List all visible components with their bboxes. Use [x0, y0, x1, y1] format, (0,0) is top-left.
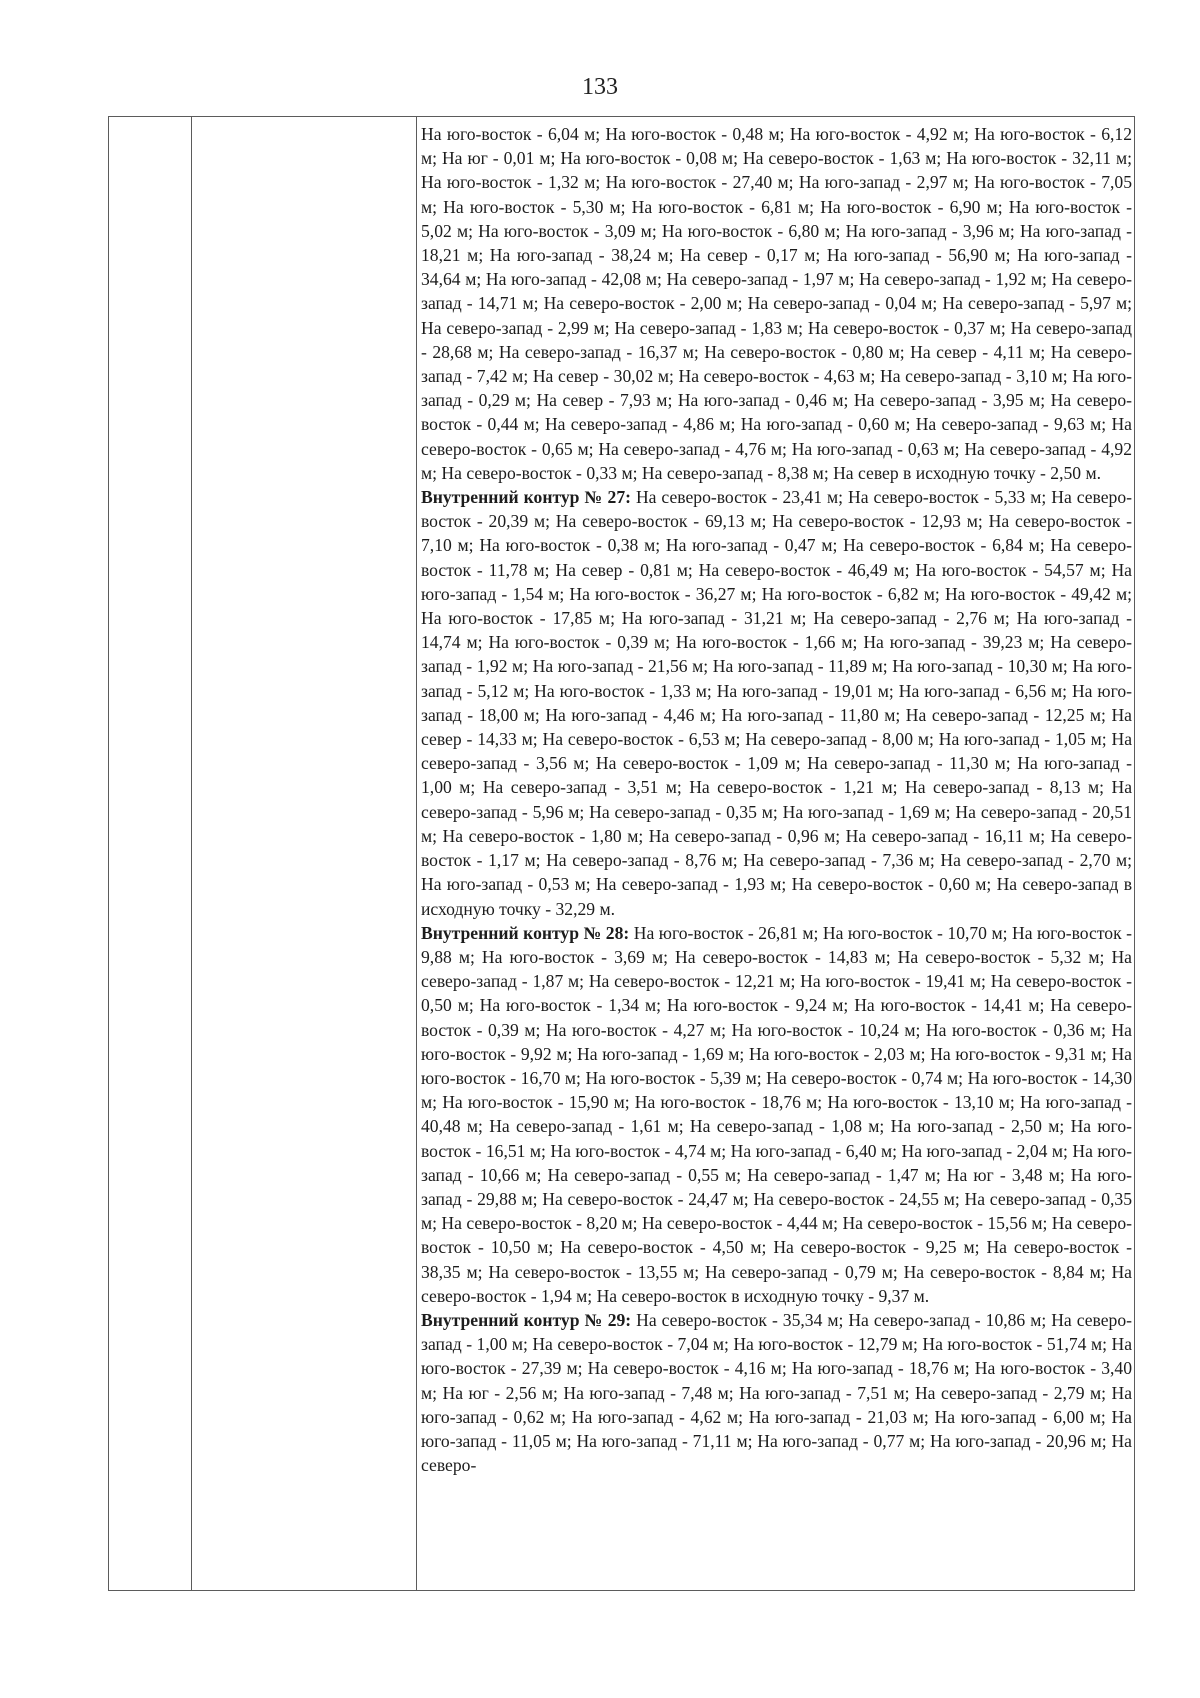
table-cell-name — [192, 117, 417, 1591]
boundary-description-text — [421, 122, 1132, 1477]
table-cell-number — [109, 117, 192, 1591]
contour-28-label: Внутренний контур № 28: — [421, 922, 630, 943]
table-row — [109, 117, 1135, 1591]
table-cell-description — [417, 117, 1135, 1591]
boundary-description-table — [108, 116, 1135, 1591]
contour-28-segments: На юго-восток - 26,81 м; На юго-восток - 10,70 м; На юго-восток - 9,88 м; На юго-восток - 3,69 м; На северо-восток - 14,83 м; На северо-восток - 5,32 м; На северо-запад - 1,87 м; На северо-восток - 12,21 м; На юго-восток - 19,41 м; На северо-восток - 0,50 м; На юго-восток - 1,34 м; На юго-восток - 9,24 м; На юго-восток - 14,41 м; На северо-восток - 0,39 м; На юго-восток - 4,27 м; На юго-восток - 10,24 м; На юго-восток - 0,36 м; На юго-восток - 9,92 м; На юго-запад - 1,69 м; На юго-восток - 2,03 м; На юго-восток - 9,31 м; На юго-восток - 16,70 м; На юго-восток - 5,39 м; На северо-восток - 0,74 м; На юго-восток - 14,30 м; На юго-восток - 15,90 м; На юго-восток - 18,76 м; На юго-восток - 13,10 м; На юго-запад - 40,48 м; На северо-запад - 1,61 м; На северо-запад - 1,08 м; На юго-запад - 2,50 м; На юго-восток - 16,51 м; На юго-восток - 4,74 м; На юго-запад - 6,40 м; На юго-запад - 2,04 м; На юго-запад - 10,66 м; На северо-запад - 0,55 м; На северо-запад - 1,47 м; На юг - 3,48 м; На юго-запад - 29,88 м; На северо-восток - 24,47 м; На северо-восток - 24,55 м; На северо-запад - 0,35 м; На северо-восток - 8,20 м; На северо-восток - 4,44 м; На северо-восток - 15,56 м; На северо-восток - 10,50 м; На северо-восток - 4,50 м; На северо-восток - 9,25 м; На северо-восток - 38,35 м; На северо-восток - 13,55 м; На северо-запад - 0,79 м; На северо-восток - 8,84 м; На северо-восток - 1,94 м; На северо-восток в исходную точку - 9,37 м. — [421, 922, 1133, 1306]
page-number: 133 — [582, 74, 618, 100]
contour-29-segments: На северо-восток - 35,34 м; На северо-запад - 10,86 м; На северо-запад - 1,00 м; На северо-восток - 7,04 м; На юго-восток - 12,79 м; На юго-восток - 51,74 м; На юго-восток - 27,39 м; На северо-восток - 4,16 м; На юго-запад - 18,76 м; На юго-восток - 3,40 м; На юг - 2,56 м; На юго-запад - 7,48 м; На юго-запад - 7,51 м; На северо-запад - 2,79 м; На юго-запад - 0,62 м; На юго-запад - 4,62 м; На юго-запад - 21,03 м; На юго-запад - 6,00 м; На юго-запад - 11,05 м; На юго-запад - 71,11 м; На юго-запад - 0,77 м; На юго-запад - 20,96 м; На северо- — [421, 1309, 1133, 1476]
contour-29-label: Внутренний контур № 29: — [421, 1309, 632, 1330]
outer-contour-segments: На юго-восток - 6,04 м; На юго-восток - 0,48 м; На юго-восток - 4,92 м; На юго-восток - 6,12 м; На юг - 0,01 м; На юго-восток - 0,08 м; На северо-восток - 1,63 м; На юго-восток - 32,11 м; На юго-восток - 1,32 м; На юго-восток - 27,40 м; На юго-запад - 2,97 м; На юго-восток - 7,05 м; На юго-восток - 5,30 м; На юго-восток - 6,81 м; На юго-восток - 6,90 м; На юго-восток - 5,02 м; На юго-восток - 3,09 м; На юго-восток - 6,80 м; На юго-запад - 3,96 м; На юго-запад - 18,21 м; На юго-запад - 38,24 м; На север - 0,17 м; На юго-запад - 56,90 м; На юго-запад - 34,64 м; На юго-запад - 42,08 м; На северо-запад - 1,97 м; На северо-запад - 1,92 м; На северо-запад - 14,71 м; На северо-восток - 2,00 м; На северо-запад - 0,04 м; На северо-запад - 5,97 м; На северо-запад - 2,99 м; На северо-запад - 1,83 м; На северо-восток - 0,37 м; На северо-запад - 28,68 м; На северо-запад - 16,37 м; На северо-восток - 0,80 м; На север - 4,11 м; На северо-запад - 7,42 м; На север - 30,02 м; На северо-восток - 4,63 м; На северо-запад - 3,10 м; На юго-запад - 0,29 м; На север - 7,93 м; На юго-запад - 0,46 м; На северо-запад - 3,95 м; На северо-восток - 0,44 м; На северо-запад - 4,86 м; На юго-запад - 0,60 м; На северо-запад - 9,63 м; На северо-восток - 0,65 м; На северо-запад - 4,76 м; На юго-запад - 0,63 м; На северо-запад - 4,92 м; На северо-восток - 0,33 м; На северо-запад - 8,38 м; На север в исходную точку - 2,50 м. — [421, 124, 1132, 483]
contour-27-label: Внутренний контур № 27: — [421, 487, 632, 508]
contour-27-segments: На северо-восток - 23,41 м; На северо-восток - 5,33 м; На северо-восток - 20,39 м; На северо-восток - 69,13 м; На северо-восток - 12,93 м; На северо-восток - 7,10 м; На юго-восток - 0,38 м; На юго-запад - 0,47 м; На северо-восток - 6,84 м; На северо-восток - 11,78 м; На север - 0,81 м; На северо-восток - 46,49 м; На юго-восток - 54,57 м; На юго-запад - 1,54 м; На юго-восток - 36,27 м; На юго-восток - 6,82 м; На юго-восток - 49,42 м; На юго-восток - 17,85 м; На юго-запад - 31,21 м; На северо-запад - 2,76 м; На юго-запад - 14,74 м; На юго-восток - 0,39 м; На юго-восток - 1,66 м; На юго-запад - 39,23 м; На северо-запад - 1,92 м; На юго-запад - 21,56 м; На юго-запад - 11,89 м; На юго-запад - 10,30 м; На юго-запад - 5,12 м; На юго-восток - 1,33 м; На юго-запад - 19,01 м; На юго-запад - 6,56 м; На юго-запад - 18,00 м; На юго-запад - 4,46 м; На юго-запад - 11,80 м; На северо-запад - 12,25 м; На север - 14,33 м; На северо-восток - 6,53 м; На северо-запад - 8,00 м; На юго-запад - 1,05 м; На северо-запад - 3,56 м; На северо-восток - 1,09 м; На северо-запад - 11,30 м; На юго-запад - 1,00 м; На северо-запад - 3,51 м; На северо-восток - 1,21 м; На северо-запад - 8,13 м; На северо-запад - 5,96 м; На северо-запад - 0,35 м; На юго-запад - 1,69 м; На северо-запад - 20,51 м; На северо-восток - 1,80 м; На северо-запад - 0,96 м; На северо-запад - 16,11 м; На северо-восток - 1,17 м; На северо-запад - 8,76 м; На северо-запад - 7,36 м; На северо-запад - 2,70 м; На юго-запад - 0,53 м; На северо-запад - 1,93 м; На северо-восток - 0,60 м; На северо-запад в исходную точку - 32,29 м. — [421, 487, 1132, 919]
